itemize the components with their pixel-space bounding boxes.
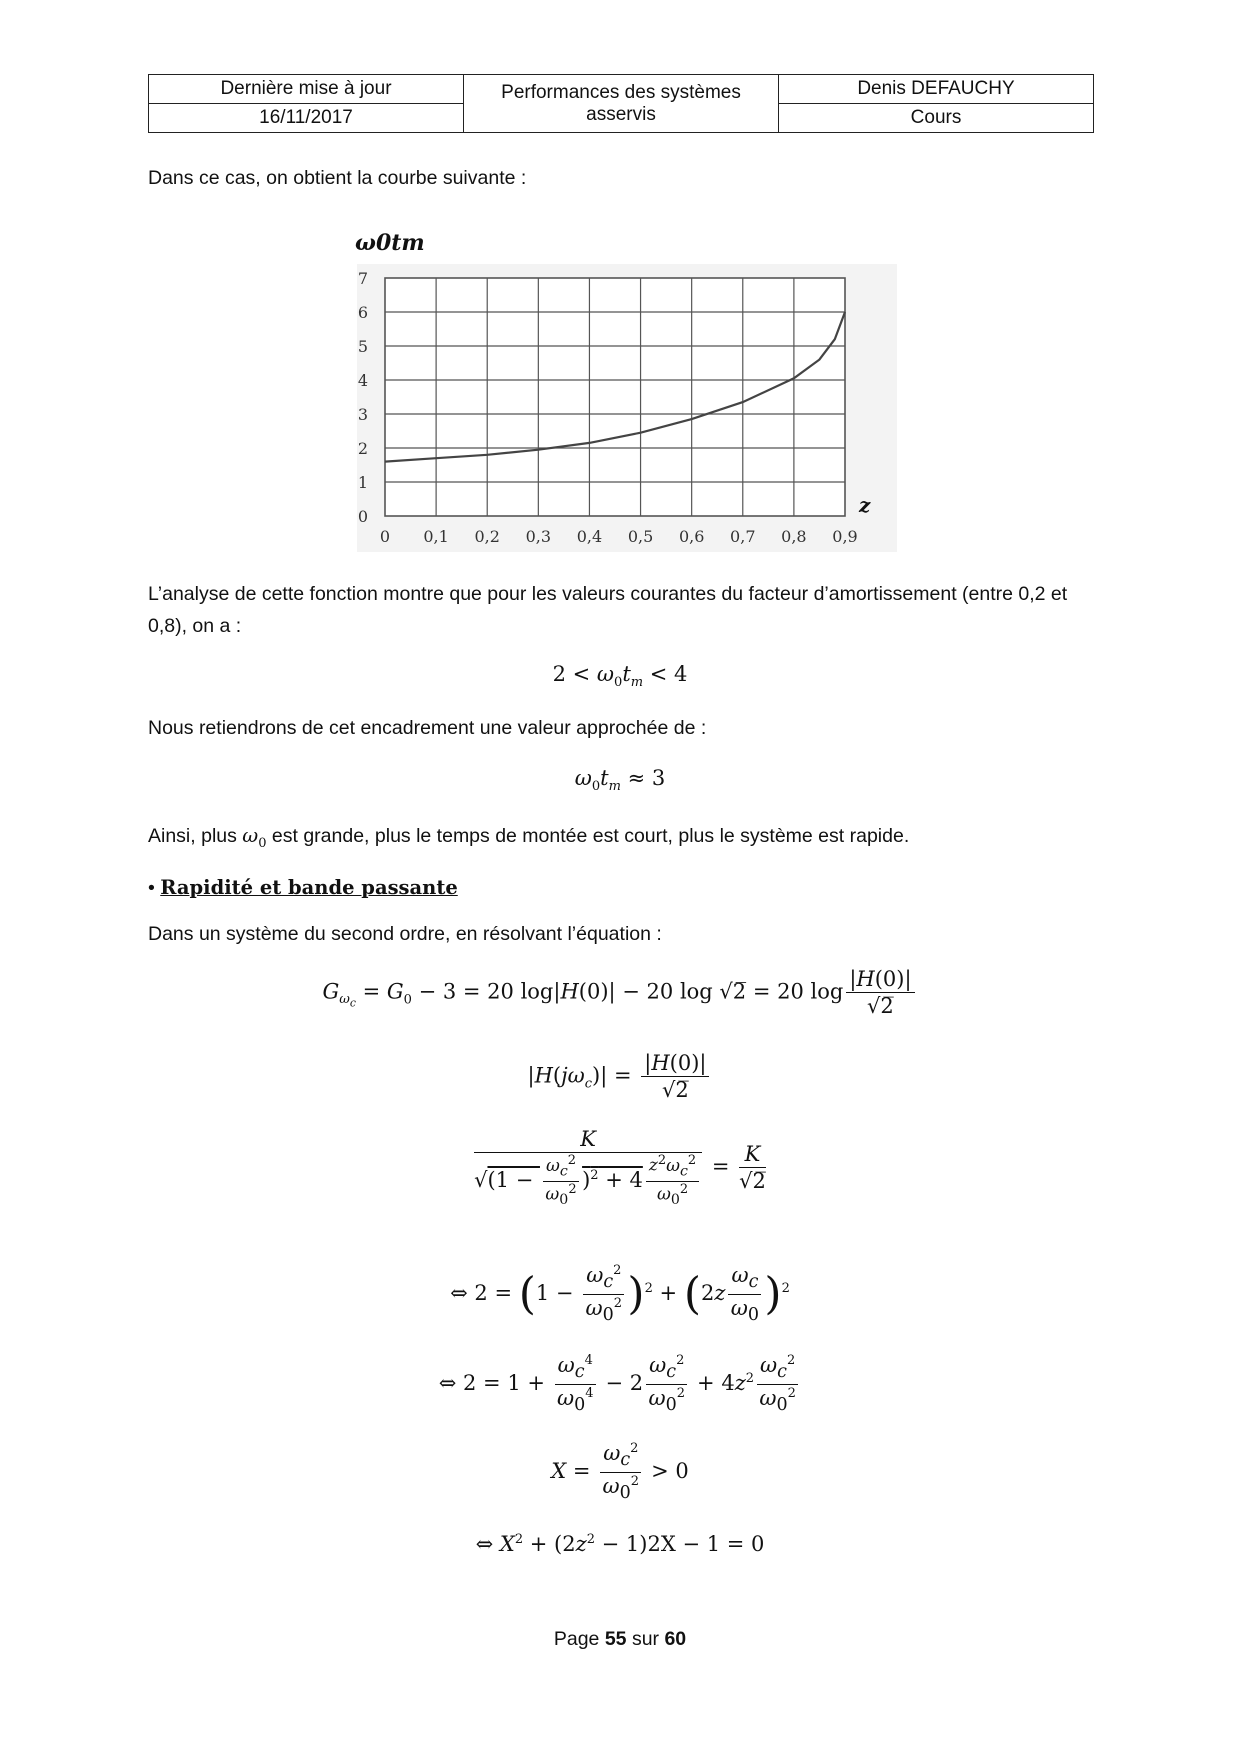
x-tick-label: 0,8 bbox=[781, 527, 807, 546]
ainsi-suffix: est grande, plus le temps de montée est court, plus le système est rapide. bbox=[271, 825, 910, 847]
x-tick-label: 0,5 bbox=[627, 527, 654, 546]
x-tick-label: 0,4 bbox=[576, 527, 603, 546]
x-tick-label: 0,3 bbox=[525, 527, 552, 546]
intro-paragraph: Dans ce cas, on obtient la courbe suivante : bbox=[148, 167, 527, 189]
x-axis-label: z bbox=[859, 493, 871, 517]
page-prefix: Page bbox=[553, 1628, 600, 1650]
section-title: Rapidité et bande passante bbox=[160, 876, 458, 899]
document-title bbox=[464, 75, 779, 133]
equation-ratio: K √(1 − $\frac{\omega_c^2}{\omega_0^2}$ )$^2$ + 4 $\frac{z^2\omega_c^2}{\omega_0^2}$ = $\frac{K}{√2̅}$ bbox=[474, 1127, 766, 1209]
x-tick-label: 0,6 bbox=[678, 527, 705, 546]
y-tick-label: 2 bbox=[357, 439, 369, 458]
x-tick-label: 0 bbox=[379, 527, 391, 546]
approximation-formula: $\omega_0t_m \approx 3$ bbox=[574, 766, 666, 795]
y-tick-label: 0 bbox=[357, 507, 369, 526]
equation-equivalent-1: ⇔ 2 = (1 − $\frac{\omega_c^2}{\omega_0^2}$ )$^2$ + (2z $\frac{\omega_c}{\omega_0}$ )$^2$ bbox=[450, 1263, 790, 1326]
equation-gain: $G_{\omega_c} = G_0 - 3 = 20$ log|H(0)| − 20 log √2̅ = 20 log $\frac{|H(0)|}{√2̅}$ bbox=[0, 966, 1240, 1020]
ainsi-paragraph: Ainsi, plus $\omega_0$ est grande, plus le temps de montée est court, plus le système est rapide. bbox=[148, 824, 910, 851]
equation-modulus: $|H(j\omega_c)|$ = $\frac{|H(0)|}{√2̅}$ bbox=[0, 1050, 1240, 1104]
update-date: 16/11/2017 bbox=[149, 104, 464, 133]
title-line1: Performances des systèmes bbox=[501, 81, 741, 103]
doc-type: Cours bbox=[779, 104, 1094, 133]
x-tick-label: 0,1 bbox=[423, 527, 449, 546]
x-tick-label: 0,7 bbox=[730, 527, 756, 546]
last-update-label: Dernière mise à jour bbox=[149, 75, 464, 104]
page-number: 55 bbox=[604, 1628, 627, 1650]
equation-quadratic: ⇔ $X^2 + (2z^2 - 1)2X - 1 = 0$ bbox=[475, 1532, 765, 1556]
x-tick-label: 0,2 bbox=[474, 527, 500, 546]
section-heading bbox=[148, 872, 1094, 904]
equation-equivalent-2: ⇔ 2 = 1 + $\frac{\omega_c^4}{\omega_0^4}$ − 2 $\frac{\omega_c^2}{\omega_0^2}$ + $4z^2$ $\frac{\omega_c^2}{\omega_0^2}$ bbox=[0, 1352, 1240, 1417]
header-table bbox=[148, 74, 1094, 133]
ainsi-prefix: Ainsi, plus bbox=[148, 825, 237, 847]
equation-substitution: X = $\frac{\omega_c^2}{\omega_0^2}$ > 0 bbox=[551, 1441, 689, 1504]
retain-paragraph: Nous retiendrons de cet encadrement une valeur approchée de : bbox=[148, 717, 707, 739]
rise-time-chart bbox=[340, 222, 940, 552]
author: Denis DEFAUCHY bbox=[779, 75, 1094, 104]
y-tick-label: 1 bbox=[357, 473, 369, 492]
page-footer bbox=[0, 1628, 1240, 1651]
second-order-paragraph: Dans un système du second ordre, en résolvant l’équation : bbox=[148, 923, 662, 945]
plot-area bbox=[385, 278, 845, 516]
page-total: 60 bbox=[664, 1628, 687, 1650]
page-sep: sur bbox=[631, 1628, 660, 1650]
title-line2: asservis bbox=[586, 103, 656, 125]
inequality-formula: $2 < \omega_0t_m < 4$ bbox=[552, 662, 688, 691]
x-tick-label: 0,9 bbox=[832, 527, 858, 546]
y-tick-label: 3 bbox=[357, 405, 369, 424]
y-axis-label: ω0tm bbox=[355, 230, 425, 256]
analysis-paragraph: L’analyse de cette fonction montre que pour les valeurs courantes du facteur d’amortissement (entre 0,2 et 0,8), on a : bbox=[148, 583, 1068, 637]
y-tick-label: 7 bbox=[357, 269, 369, 288]
y-tick-label: 5 bbox=[357, 337, 369, 356]
y-tick-label: 6 bbox=[357, 303, 369, 322]
y-tick-label: 4 bbox=[357, 371, 369, 390]
omega-symbol: ω bbox=[242, 824, 259, 847]
bullet-icon: • bbox=[148, 877, 155, 899]
chart-container bbox=[340, 222, 940, 552]
